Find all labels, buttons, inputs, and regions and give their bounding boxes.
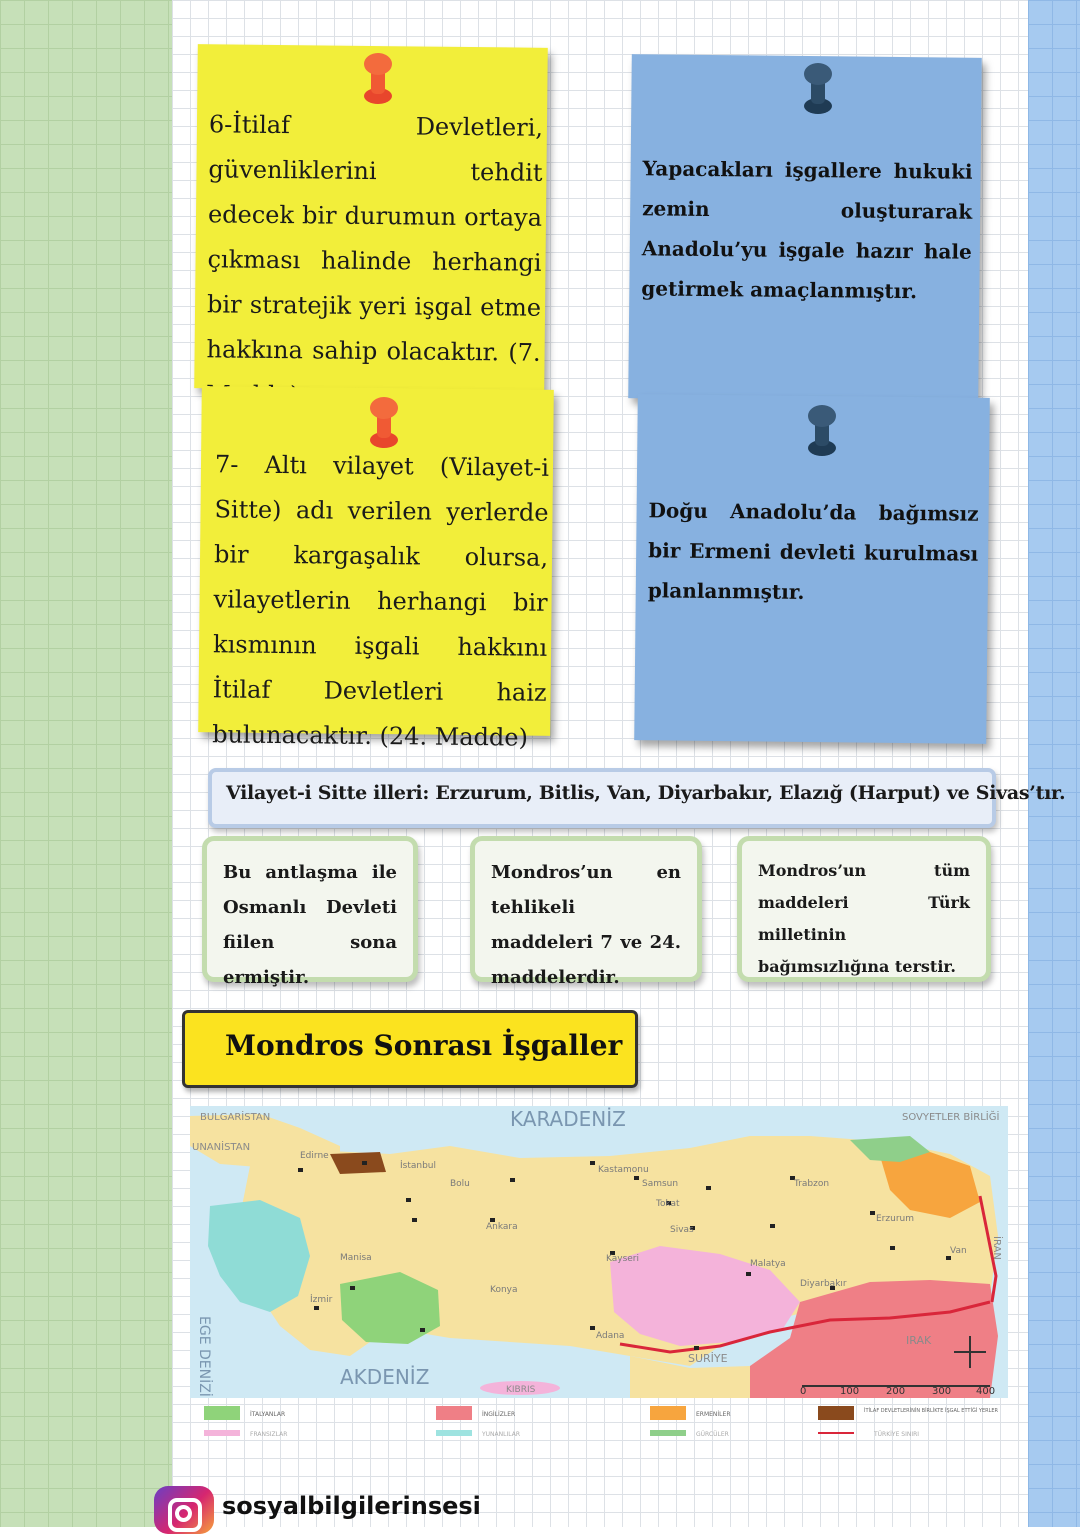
note-article-24-text: 7- Altı vilayet (Vilayet-i Sitte) adı verilen yerlerde bir kargaşalık olursa, vilayetlerin herhangi bir kısmının işgali hakkını İtilaf Devletleri haiz bulunacaktır. (24. Madde) <box>212 450 550 752</box>
occupation-map <box>190 1106 1008 1398</box>
legend-swatch-1 <box>204 1406 240 1420</box>
map-label-karadeniz: KARADENİZ <box>510 1107 626 1131</box>
legend-swatch-2 <box>436 1406 472 1420</box>
red-pushpin-icon <box>360 52 396 106</box>
svg-text:Diyarbakır: Diyarbakır <box>800 1279 847 1289</box>
svg-text:İstanbul: İstanbul <box>400 1161 437 1171</box>
svg-text:Malatya: Malatya <box>750 1259 786 1269</box>
svg-text:Erzurum: Erzurum <box>876 1214 914 1224</box>
legend-item-4 <box>818 1406 999 1420</box>
legend-swatch-3 <box>650 1406 686 1420</box>
svg-text:Bolu: Bolu <box>450 1179 470 1189</box>
legend-item-1 <box>204 1406 285 1420</box>
legend-swatch-8 <box>818 1432 854 1434</box>
map-label-akdeniz: AKDENİZ <box>340 1365 430 1389</box>
legend-item-6 <box>436 1430 520 1438</box>
svg-text:Van: Van <box>950 1246 967 1256</box>
vilayet-i-sitte-banner <box>208 768 1066 828</box>
legend-label-2: İNGİLİZLER <box>482 1411 516 1418</box>
svg-text:İzmir: İzmir <box>310 1295 333 1305</box>
info-box-1 <box>202 836 418 988</box>
legend-swatch-4 <box>818 1406 854 1420</box>
svg-text:Ankara: Ankara <box>486 1222 518 1232</box>
note-article-7-comment-text: Yapacakları işgallere hukuki zemin oluşturarak Anadolu’yu işgale hazır hale getirmek amaçlanmıştır. <box>641 156 973 304</box>
svg-text:Trabzon: Trabzon <box>794 1179 830 1189</box>
legend-swatch-7 <box>650 1430 686 1436</box>
section-title-box <box>182 1010 638 1088</box>
svg-text:Kastamonu: Kastamonu <box>598 1165 649 1175</box>
info-box-1-text: Bu antlaşma ile Osmanlı Devleti fiilen sona ermiştir. <box>223 862 397 988</box>
left-decorative-strip <box>0 0 172 1527</box>
legend-label-8: TÜRKİYE SINIRI <box>874 1431 920 1438</box>
svg-text:Sivas: Sivas <box>670 1225 694 1235</box>
svg-text:Tokat: Tokat <box>656 1199 680 1209</box>
legend-item-8 <box>818 1431 919 1438</box>
map-label-iran: İRAN <box>991 1236 1002 1260</box>
section-title: Mondros Sonrası İşgaller <box>225 1029 623 1062</box>
svg-text:Adana: Adana <box>596 1331 625 1341</box>
scale-label-100: 100 <box>840 1386 860 1397</box>
legend-label-3: ERMENİLER <box>696 1411 731 1418</box>
legend-swatch-5 <box>204 1430 240 1436</box>
map-label-kibris: KIBRIS <box>506 1385 536 1395</box>
legend-label-7: GÜRCÜLER <box>696 1431 729 1438</box>
right-decorative-strip <box>1028 0 1080 1527</box>
legend-label-4: İTİLAF DEVLETLERİNİN BİRLİKTE İŞGAL ETTİĞİ YERLER <box>864 1408 999 1414</box>
legend-label-6: YUNANLILAR <box>482 1431 521 1438</box>
dark-pushpin-icon <box>800 62 836 116</box>
scale-label-0: 0 <box>800 1386 807 1397</box>
map-label-sovyet: SOVYETLER BİRLİĞİ <box>902 1112 1000 1123</box>
legend-item-5 <box>204 1430 287 1438</box>
legend-label-1: İTALYANLAR <box>250 1411 286 1418</box>
footer-username: sosyalbilgilerinsesi <box>222 1492 481 1520</box>
svg-text:Manisa: Manisa <box>340 1253 372 1263</box>
note-article-24-comment-text: Doğu Anadolu’da bağımsız bir Ermeni devleti kurulması planlanmıştır. <box>647 498 979 604</box>
map-label-bulgaristan: BULGARİSTAN <box>200 1112 271 1123</box>
legend-item-3 <box>650 1406 731 1420</box>
legend-item-2 <box>436 1406 515 1420</box>
legend-item-7 <box>650 1430 729 1438</box>
scale-label-300: 300 <box>932 1386 952 1397</box>
footer-handle[interactable] <box>154 1486 554 1527</box>
info-box-2-text: Mondros’un en tehlikeli maddeleri 7 ve 24. maddelerdir. <box>491 862 681 988</box>
dark-pushpin-icon <box>804 404 840 458</box>
vilayet-i-sitte-text: Vilayet-i Sitte illeri: Erzurum, Bitlis, Van, Diyarbakır, Elazığ (Harput) ve Sivas’tır. <box>226 782 1066 804</box>
red-pushpin-icon <box>366 396 402 450</box>
svg-text:Konya: Konya <box>490 1285 518 1295</box>
legend-label-5: FRANSIZLAR <box>250 1431 288 1438</box>
svg-text:Samsun: Samsun <box>642 1179 679 1189</box>
map-label-suriye: SURİYE <box>688 1352 728 1365</box>
map-label-yunanistan: UNANİSTAN <box>192 1142 251 1153</box>
info-box-3-text: Mondros’un tüm maddeleri Türk milletinin bağımsızlığına terstir. <box>758 861 970 976</box>
info-box-2 <box>470 836 702 988</box>
scale-label-200: 200 <box>886 1386 906 1397</box>
scale-label-400: 400 <box>976 1386 996 1397</box>
info-box-3 <box>737 836 991 982</box>
note-article-7-text: 6-İtilaf Devletleri, güvenliklerini tehdit edecek bir durumun ortaya çıkması halinde herhangi bir stratejik yeri işgal etme hakkına sahip olacaktır. (7. <box>206 110 544 367</box>
map-label-irak: IRAK <box>906 1334 932 1347</box>
legend-swatch-6 <box>436 1430 472 1436</box>
svg-text:Edirne: Edirne <box>300 1151 329 1161</box>
map-label-ege: EGE DENİZİ <box>196 1316 212 1397</box>
map-legend <box>190 1402 1008 1452</box>
svg-text:Kayseri: Kayseri <box>606 1254 640 1264</box>
